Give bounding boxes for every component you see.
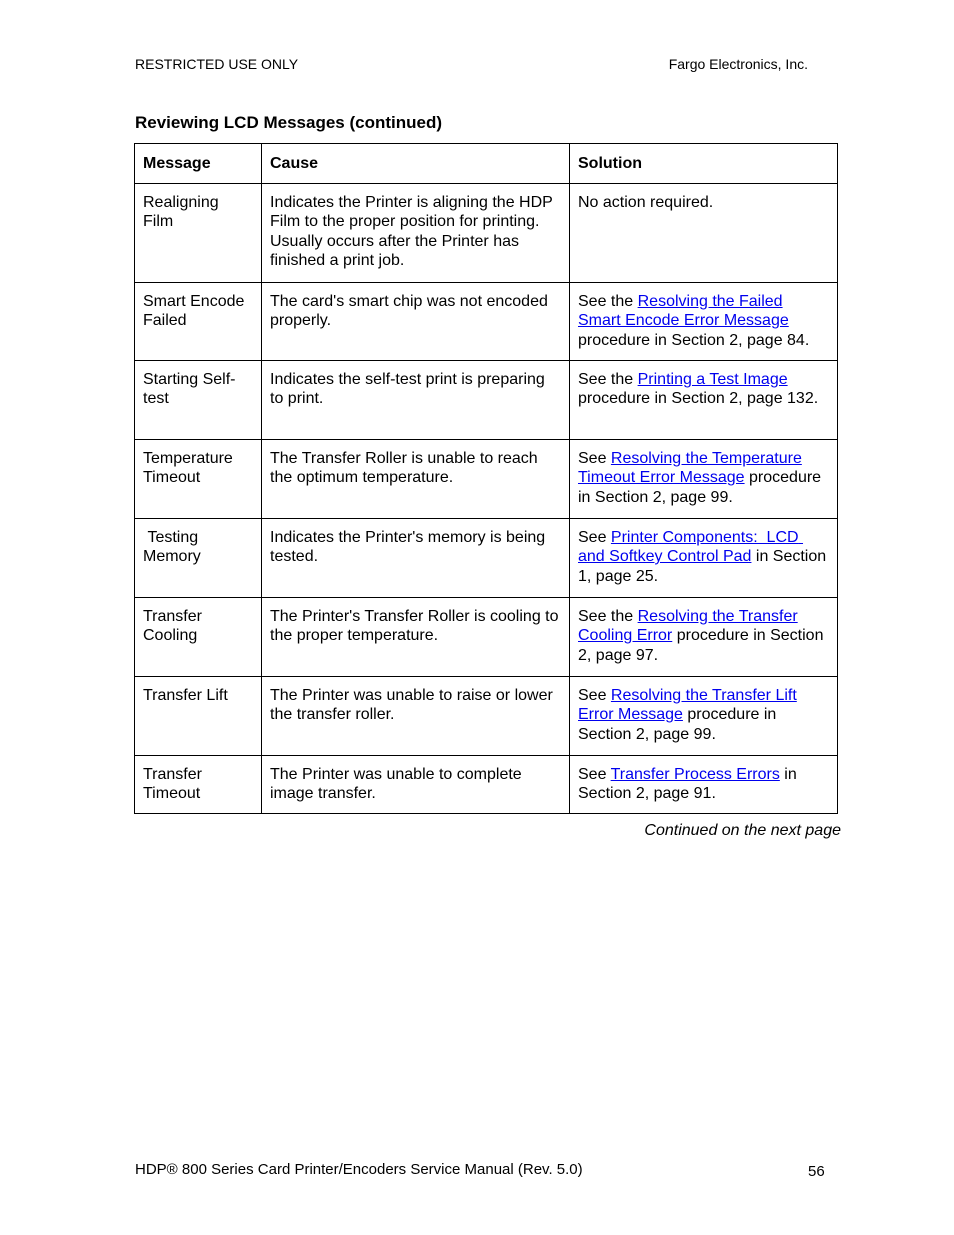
message-cell: Realigning Film [135, 183, 262, 282]
table-row [135, 282, 838, 360]
header-company: Fargo Electronics, Inc. [668, 56, 808, 72]
cause-cell: The card's smart chip was not encoded properly. [262, 282, 570, 360]
cause-cell: The Transfer Roller is unable to reach the optimum temperature. [262, 439, 570, 518]
solution-text: See [578, 765, 611, 783]
message-cell: Temperature Timeout [135, 439, 262, 518]
column-header-message: Message [135, 144, 262, 184]
solution-link[interactable]: Resolving the Transfer Cooling Error [578, 607, 798, 644]
cause-cell: The Printer was unable to complete image transfer. [262, 755, 570, 813]
lcd-messages-table [134, 143, 838, 814]
cause-cell: Indicates the Printer is aligning the HDP Film to the proper position for printing. Usually occurs after the Printer has finished a print job. [262, 183, 570, 282]
solution-cell [570, 518, 838, 597]
table-row [135, 360, 838, 439]
solution-cell [570, 360, 838, 439]
solution-link[interactable]: Resolving the Failed Smart Encode Error Message [578, 292, 789, 329]
solution-cell [570, 183, 838, 282]
footer-manual-title: HDP® 800 Series Card Printer/Encoders Service Manual (Rev. 5.0) [135, 1161, 583, 1178]
solution-text: procedure in Section 2, page 132. [578, 390, 819, 407]
solution-cell [570, 755, 838, 813]
solution-link[interactable]: Printing a Test Image [637, 370, 788, 388]
solution-link[interactable]: Resolving the Temperature Timeout Error Message [578, 449, 802, 486]
section-title: Reviewing LCD Messages (continued) [135, 113, 442, 132]
solution-text: in Section 1, page 25. [578, 548, 827, 585]
continued-note: Continued on the next page [644, 822, 841, 839]
solution-text: See the [578, 607, 638, 625]
table-row [135, 439, 838, 518]
solution-link[interactable]: Transfer Process Errors [610, 765, 780, 783]
header-restricted: RESTRICTED USE ONLY [135, 56, 299, 72]
table-row [135, 183, 838, 282]
cause-cell: Indicates the self-test print is preparing to print. [262, 360, 570, 439]
solution-cell [570, 439, 838, 518]
message-cell: Transfer Timeout [135, 755, 262, 813]
solution-text: See [578, 449, 611, 467]
page-number: 56 [808, 1163, 825, 1180]
solution-cell [570, 676, 838, 755]
message-cell: Starting Self-test [135, 360, 262, 439]
column-header-solution: Solution [570, 144, 838, 184]
solution-link[interactable]: Printer Components: LCD and Softkey Control Pad [578, 528, 804, 565]
solution-text: No action required. [578, 193, 714, 211]
solution-cell [570, 597, 838, 676]
message-cell: Testing Memory [135, 518, 262, 597]
solution-text: See [578, 528, 611, 546]
solution-text: procedure in Section 2, page 99. [578, 706, 777, 743]
table-header-row [135, 144, 838, 184]
message-cell: Transfer Cooling [135, 597, 262, 676]
solution-text: in Section 2, page 91. [578, 765, 797, 802]
solution-text: See the [578, 370, 638, 388]
message-cell: Transfer Lift [135, 676, 262, 755]
solution-text: See the [578, 292, 638, 310]
solution-cell [570, 282, 838, 360]
table-row [135, 676, 838, 755]
column-header-cause: Cause [262, 144, 570, 184]
solution-link[interactable]: Resolving the Transfer Lift Error Message [578, 686, 797, 723]
cause-cell: The Printer was unable to raise or lower the transfer roller. [262, 676, 570, 755]
message-cell: Smart Encode Failed [135, 282, 262, 360]
table-row [135, 518, 838, 597]
solution-text: procedure in Section 2, page 99. [578, 469, 822, 506]
solution-text: procedure in Section 2, page 84. [578, 331, 810, 349]
solution-text: procedure in Section 2, page 97. [578, 627, 824, 664]
table-row [135, 755, 838, 813]
cause-cell: Indicates the Printer's memory is being tested. [262, 518, 570, 597]
cause-cell: The Printer's Transfer Roller is cooling to the proper temperature. [262, 597, 570, 676]
table-row [135, 597, 838, 676]
solution-text: See [578, 686, 611, 704]
